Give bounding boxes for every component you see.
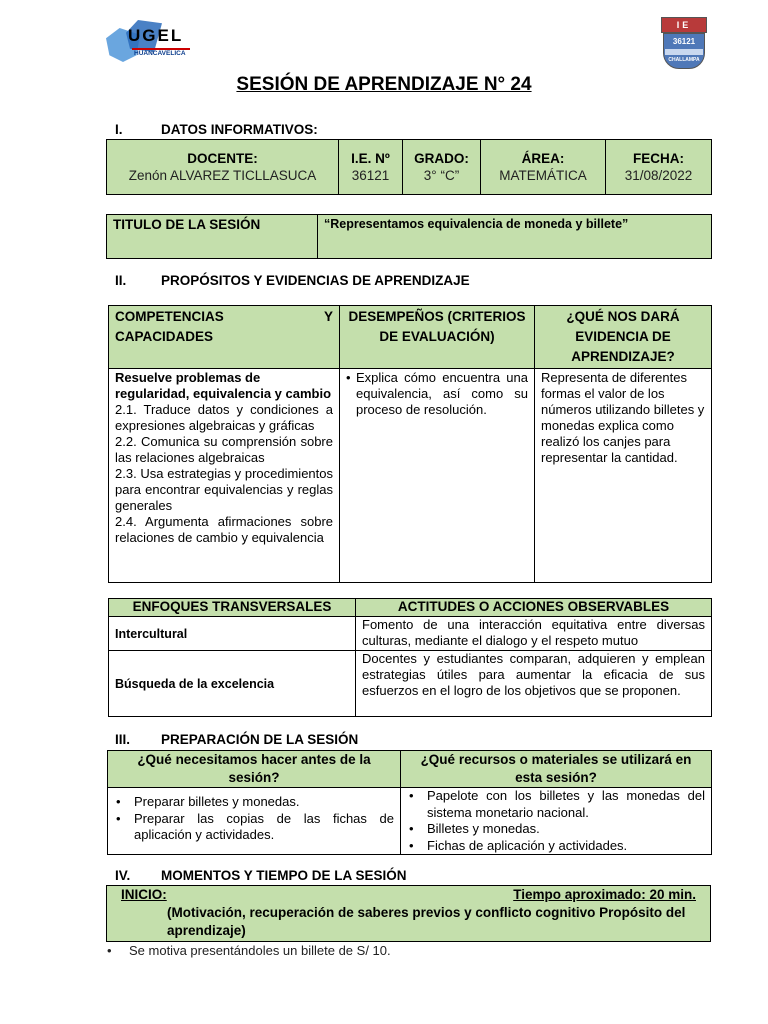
capacidad-4: 2.4. Argumenta afirmaciones sobre relaciones de cambio y equivalencia [115, 514, 333, 545]
section-label: PREPARACIÓN DE LA SESIÓN [161, 732, 359, 747]
preparacion-table [107, 750, 712, 855]
grado-cell [403, 140, 481, 195]
docente-value: Zenón ALVAREZ TICLLASUCA [128, 168, 317, 183]
fecha-cell [606, 140, 712, 195]
bullet-icon: • [107, 943, 112, 958]
competencias-cell [109, 369, 340, 583]
section-label: MOMENTOS Y TIEMPO DE LA SESIÓN [161, 868, 407, 883]
ie-header: I.E. Nº [351, 151, 390, 166]
enfoques-table [108, 598, 712, 717]
capacidad-1: 2.1. Traduce datos y condiciones a expresiones algebraicas y gráficas [115, 402, 333, 433]
titulo-label: TITULO DE LA SESIÓN [107, 215, 318, 259]
capacidad-2: 2.2. Comunica su comprensión sobre las relaciones algebraicas [115, 434, 333, 465]
desempenos-header: DESEMPEÑOS (CRITERIOS DE EVALUACIÓN) [340, 306, 535, 369]
antes-header: ¿Qué necesitamos hacer antes de la sesión? [108, 751, 401, 788]
section-label: PROPÓSITOS Y EVIDENCIAS DE APRENDIZAJE [161, 273, 470, 288]
evidencia-cell: Representa de diferentes formas el valor de los números utilizando billetes y monedas explica como realizó los canjes para representar la cantidad. [535, 369, 712, 583]
section-1-heading [115, 122, 318, 137]
grado-value: 3° “C” [423, 168, 460, 183]
antes-list [114, 794, 394, 844]
capacidad-3: 2.3. Usa estrategias y procedimientos para encontrar equivalencias y reglas generales [115, 466, 333, 513]
inicio-row [121, 886, 696, 904]
section-2-heading [115, 273, 470, 288]
inicio-table [106, 885, 711, 942]
recursos-cell [401, 788, 712, 855]
area-header: ÁREA: [521, 151, 565, 166]
list-item: • Preparar las copias de las fichas de aplicación y actividades. [114, 811, 394, 844]
titulo-value: “Representamos equivalencia de moneda y billete” [318, 215, 712, 259]
inicio-description: (Motivación, recuperación de saberes previos y conflicto cognitivo Propósito del aprendizaje) [167, 905, 686, 938]
desempeno-text: Explica cómo encuentra una equivalencia, así como su proceso de resolución. [356, 370, 528, 417]
competencias-header-b: Y [323, 309, 333, 324]
evidencia-header: ¿QUÉ NOS DARÁ EVIDENCIA DE APRENDIZAJE? [535, 306, 712, 369]
section-4-heading [115, 868, 407, 883]
datos-table [106, 139, 712, 195]
antes-cell [108, 788, 401, 855]
fecha-value: 31/08/2022 [624, 168, 693, 183]
grado-header: GRADO: [414, 151, 469, 166]
competencias-header-c: CAPACIDADES [115, 329, 214, 344]
area-cell [481, 140, 606, 195]
enfoque-text: Docentes y estudiantes comparan, adquieren y emplean estrategias útiles para aumentar la eficacia de sus esfuerzos en el logro de los objetivos que se proponen. [356, 651, 712, 717]
ugel-wordmark: UGEL [128, 26, 184, 45]
list-item [107, 943, 391, 958]
enfoques-header: ENFOQUES TRANSVERSALES [109, 599, 356, 617]
area-value: MATEMÁTICA [499, 168, 587, 183]
docente-cell [107, 140, 339, 195]
inicio-cell [107, 886, 711, 942]
crest-top: IE [661, 17, 707, 33]
docente-header: DOCENTE: [187, 151, 258, 166]
bullet-icon: • [346, 370, 351, 385]
crest-band [665, 49, 703, 55]
section-number: IV. [115, 868, 131, 883]
section-number: III. [115, 732, 131, 747]
recursos-header: ¿Qué recursos o materiales se utilizará en esta sesión? [401, 751, 712, 788]
competencias-header-a: COMPETENCIAS [115, 309, 224, 324]
inicio-label: INICIO: [121, 887, 167, 902]
enfoque-label: Búsqueda de la excelencia [109, 651, 356, 717]
section-number: I. [115, 122, 123, 137]
list-item: • Billetes y monedas. [407, 821, 705, 838]
enfoque-label: Intercultural [109, 617, 356, 651]
crest-number: 36121 [672, 37, 696, 46]
bullet-text: Se motiva presentándoles un billete de S/ 10. [129, 943, 391, 958]
section-label: DATOS INFORMATIVOS: [161, 122, 318, 137]
page-title: SESIÓN DE APRENDIZAJE N° 24 [236, 74, 532, 95]
ugel-logo [106, 18, 196, 64]
enfoque-text: Fomento de una interacción equitativa entre diversas culturas, mediante el dialogo y el respeto mutuo [356, 617, 712, 651]
inicio-time: Tiempo aproximado: 20 min. [513, 887, 696, 902]
list-item: • Preparar billetes y monedas. [114, 794, 394, 811]
desempeno-cell [340, 369, 535, 583]
recursos-list [407, 788, 705, 854]
school-crest-logo [661, 17, 707, 71]
desempeno-item [346, 370, 528, 418]
actitudes-header: ACTITUDES O ACCIONES OBSERVABLES [356, 599, 712, 617]
section-number: II. [115, 273, 127, 288]
ugel-subtitle: HUANCAVELICA [134, 50, 186, 57]
fecha-header: FECHA: [633, 151, 684, 166]
competencias-header [109, 306, 340, 369]
section-3-heading [115, 732, 358, 747]
list-item: • Fichas de aplicación y actividades. [407, 838, 705, 855]
crest-label: CHALLAMPA [668, 57, 700, 63]
list-item: • Papelote con los billetes y las monedas del sistema monetario nacional. [407, 788, 705, 821]
competencia-title: Resuelve problemas de regularidad, equivalencia y cambio [115, 370, 332, 401]
titulo-table [106, 214, 712, 259]
ie-cell [339, 140, 403, 195]
competencias-table [108, 305, 712, 583]
ie-value: 36121 [351, 168, 390, 183]
